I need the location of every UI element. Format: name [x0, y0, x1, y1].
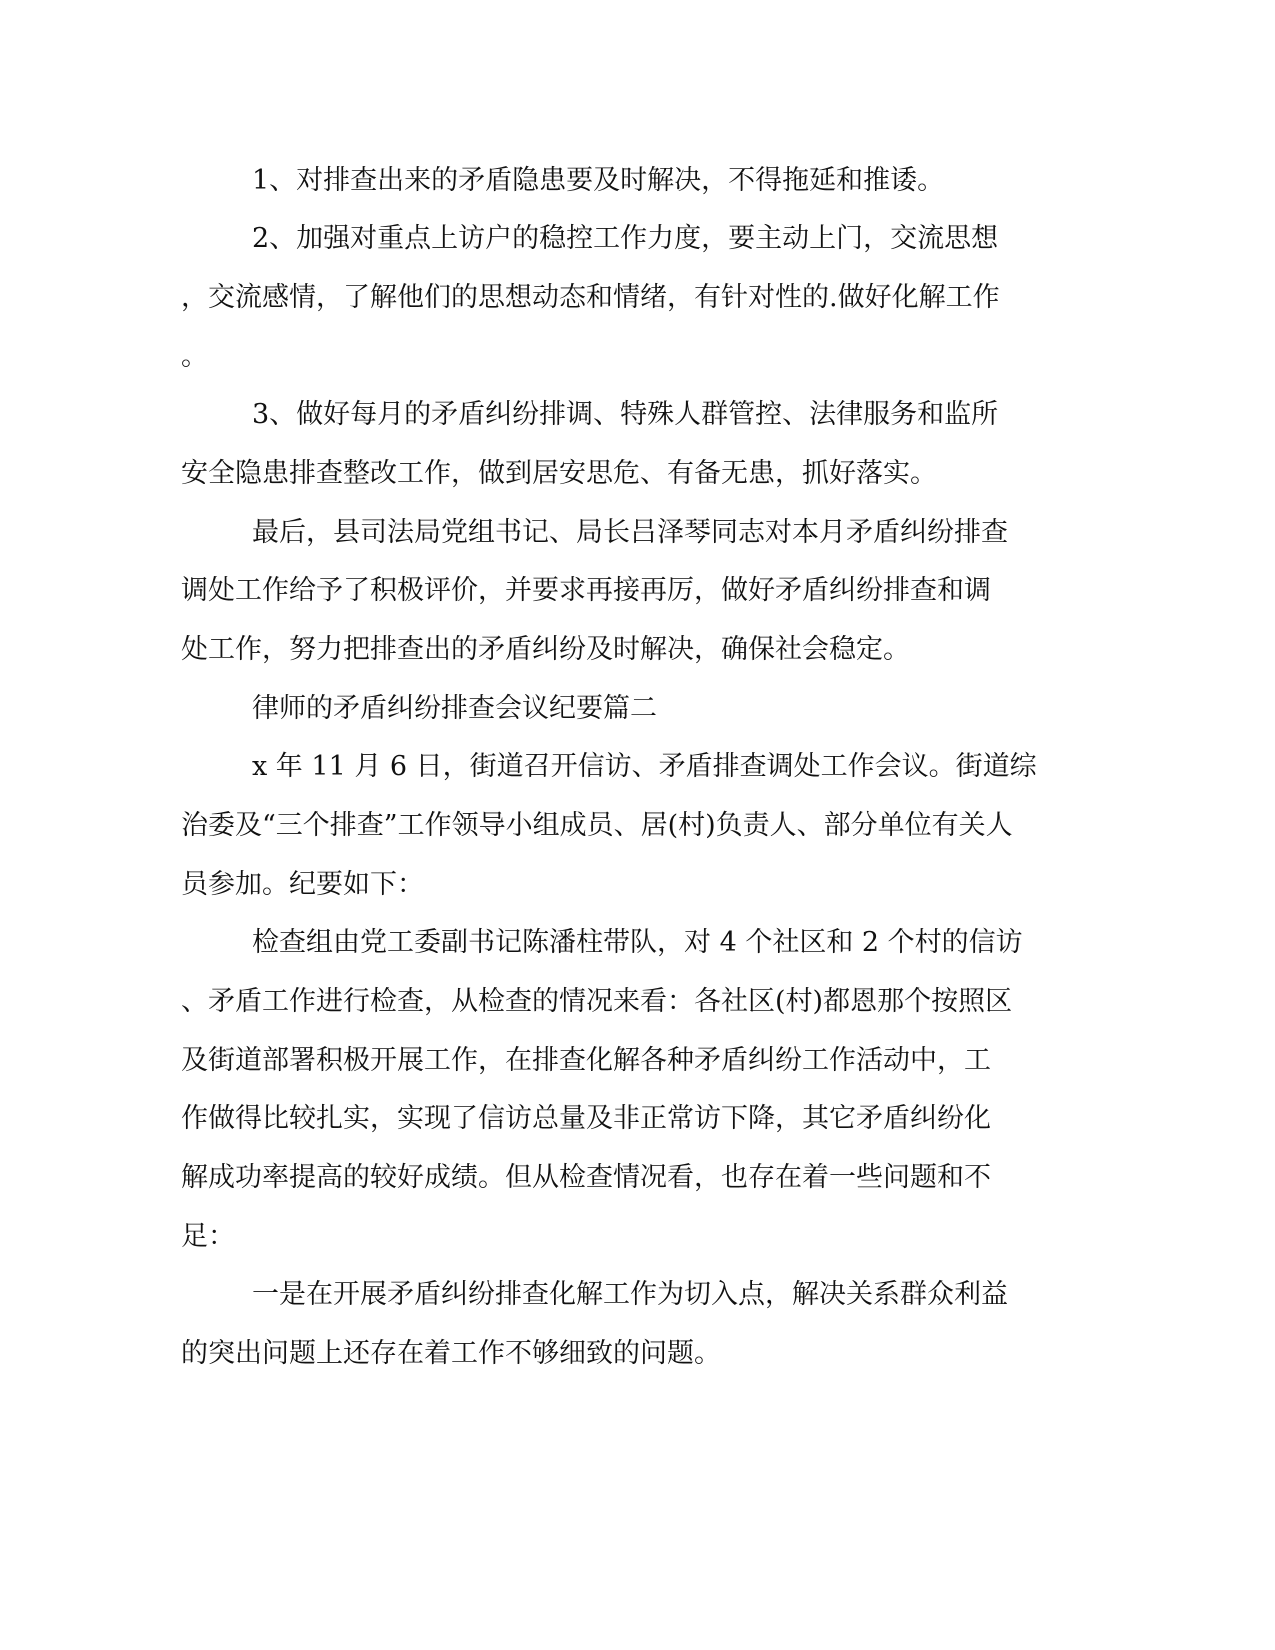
text-line: 一是在开展矛盾纠纷排查化解工作为切入点，解决关系群众利益 — [252, 1279, 1008, 1310]
text-line: 3、做好每月的矛盾纠纷排调、特殊人群管控、法律服务和监所 — [252, 399, 999, 430]
text-line: 的突出问题上还存在着工作不够细致的问题。 — [181, 1338, 721, 1369]
text-line: 、矛盾工作进行检查，从检查的情况来看：各社区(村)都恩那个按照区 — [181, 986, 1013, 1017]
text-line: 1、对排查出来的矛盾隐患要及时解决，不得拖延和推诿。 — [252, 165, 945, 196]
text-line: 调处工作给予了积极评价，并要求再接再厉，做好矛盾纠纷排查和调 — [181, 575, 991, 606]
text-line: 足： — [181, 1221, 235, 1252]
text-line: 作做得比较扎实，实现了信访总量及非正常访下降，其它矛盾纠纷化 — [181, 1103, 991, 1134]
text-line: 最后，县司法局党组书记、局长吕泽琴同志对本月矛盾纠纷排查 — [252, 517, 1008, 548]
text-line: 。 — [181, 341, 208, 372]
text-line: 2、加强对重点上访户的稳控工作力度，要主动上门，交流思想 — [252, 223, 999, 254]
text-line: 检查组由党工委副书记陈潘柱带队，对 4 个社区和 2 个村的信访 — [252, 927, 1023, 958]
text-line: 解成功率提高的较好成绩。但从检查情况看，也存在着一些问题和不 — [181, 1162, 991, 1193]
text-line: ，交流感情，了解他们的思想动态和情绪，有针对性的.做好化解工作 — [181, 282, 1000, 313]
text-line: 安全隐患排查整改工作，做到居安思危、有备无患，抓好落实。 — [181, 458, 937, 489]
text-line: 治委及“三个排查”工作领导小组成员、居(村)负责人、部分单位有关人 — [181, 810, 1013, 841]
section-heading: 律师的矛盾纠纷排查会议纪要篇二 — [252, 693, 657, 724]
text-line: 及街道部署积极开展工作，在排查化解各种矛盾纠纷工作活动中，工 — [181, 1045, 991, 1076]
text-line: 员参加。纪要如下： — [181, 869, 424, 900]
text-line: 处工作，努力把排查出的矛盾纠纷及时解决，确保社会稳定。 — [181, 634, 910, 665]
text-line: x 年 11 月 6 日，街道召开信访、矛盾排查调处工作会议。街道综 — [252, 751, 1037, 782]
